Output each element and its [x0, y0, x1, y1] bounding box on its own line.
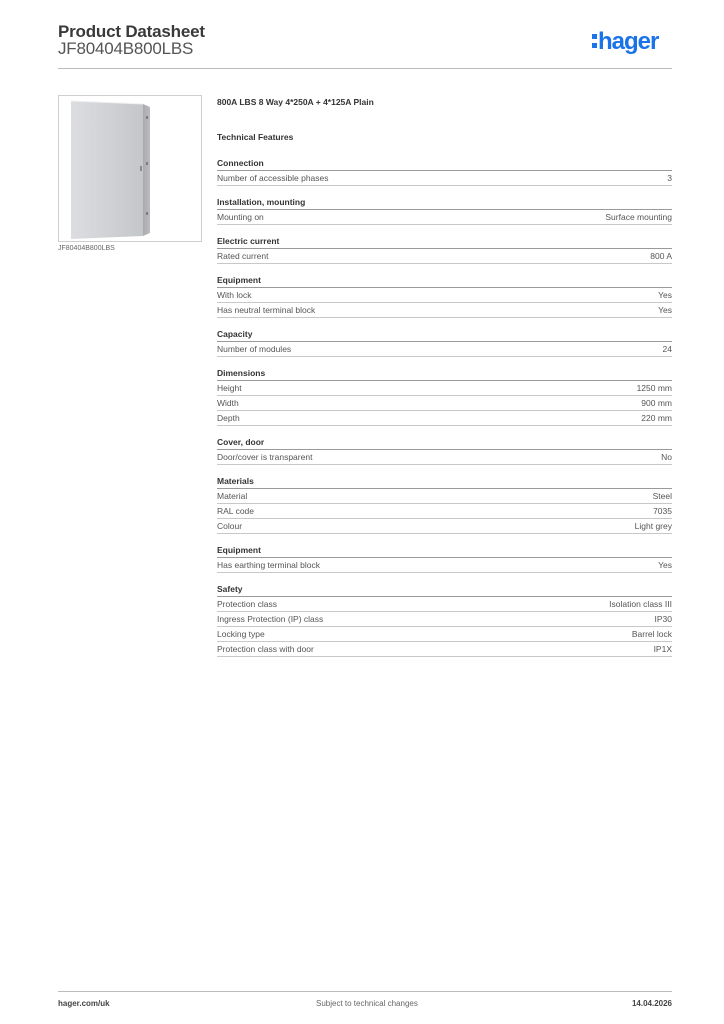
logo-colon-mark: [592, 34, 597, 48]
footer-divider: [58, 991, 672, 992]
spec-value: 3: [667, 173, 672, 183]
spec-value: 24: [662, 344, 672, 354]
spec-label: Protection class with door: [217, 644, 314, 654]
spec-row: [217, 171, 672, 186]
section-title: Equipment: [217, 274, 672, 288]
feature-section: [217, 367, 672, 426]
spec-label: Protection class: [217, 599, 277, 609]
spec-row: [217, 288, 672, 303]
spec-label: Ingress Protection (IP) class: [217, 614, 324, 624]
section-title: Installation, mounting: [217, 196, 672, 210]
feature-sections: [217, 157, 672, 657]
page-title: Product Datasheet: [58, 22, 205, 41]
spec-value: Light grey: [634, 521, 672, 531]
spec-row: [217, 504, 672, 519]
spec-label: Has earthing terminal block: [217, 560, 320, 570]
spec-label: Height: [217, 383, 242, 393]
spec-value: Yes: [658, 290, 672, 300]
spec-row: [217, 342, 672, 357]
section-title: Capacity: [217, 328, 672, 342]
image-caption: JF80404B800LBS: [58, 245, 115, 252]
spec-label: With lock: [217, 290, 252, 300]
spec-value: Yes: [658, 560, 672, 570]
product-image: [58, 95, 202, 242]
spec-label: Number of accessible phases: [217, 173, 329, 183]
section-title: Equipment: [217, 544, 672, 558]
feature-section: [217, 436, 672, 465]
hager-logo: [592, 28, 658, 56]
feature-section: [217, 196, 672, 225]
spec-label: Number of modules: [217, 344, 292, 354]
spec-value: 7035: [653, 506, 672, 516]
spec-row: [217, 612, 672, 627]
spec-label: Material: [217, 491, 248, 501]
spec-value: IP30: [654, 614, 672, 624]
spec-label: Width: [217, 398, 239, 408]
spec-value: 220 mm: [641, 413, 672, 423]
spec-value: Barrel lock: [631, 629, 672, 639]
footer-date: 14.04.2026: [631, 999, 672, 1008]
spec-value: 1250 mm: [636, 383, 672, 393]
spec-value: Surface mounting: [605, 212, 672, 222]
spec-row: [217, 627, 672, 642]
feature-section: [217, 157, 672, 186]
feature-section: [217, 475, 672, 534]
spec-label: Locking type: [217, 629, 265, 639]
spec-label: Colour: [217, 521, 243, 531]
spec-row: [217, 597, 672, 612]
spec-row: [217, 249, 672, 264]
spec-label: RAL code: [217, 506, 255, 516]
spec-row: [217, 303, 672, 318]
product-code: JF80404B800LBS: [58, 39, 194, 58]
header-divider: [58, 68, 672, 69]
spec-label: Door/cover is transparent: [217, 452, 313, 462]
datasheet-content: [217, 96, 672, 657]
section-title: Electric current: [217, 235, 672, 249]
feature-section: [217, 583, 672, 657]
footer-notice: Subject to technical changes: [316, 999, 418, 1008]
spec-value: IP1X: [653, 644, 672, 654]
product-description: 800A LBS 8 Way 4*250A + 4*125A Plain: [217, 97, 374, 107]
spec-value: Yes: [658, 305, 672, 315]
spec-label: Mounting on: [217, 212, 264, 222]
spec-row: [217, 558, 672, 573]
feature-section: [217, 328, 672, 357]
feature-section: [217, 274, 672, 318]
spec-row: [217, 396, 672, 411]
spec-row: [217, 642, 672, 657]
spec-value: No: [661, 452, 672, 462]
spec-value: 800 A: [650, 251, 672, 261]
section-title: Dimensions: [217, 367, 672, 381]
section-title: Cover, door: [217, 436, 672, 450]
logo-wordmark: hager: [598, 28, 659, 55]
spec-value: 900 mm: [641, 398, 672, 408]
spec-value: Steel: [652, 491, 672, 501]
feature-section: [217, 235, 672, 264]
spec-label: Rated current: [217, 251, 269, 261]
spec-row: [217, 381, 672, 396]
section-title: Safety: [217, 583, 672, 597]
spec-row: [217, 411, 672, 426]
technical-features-heading: Technical Features: [217, 132, 294, 142]
feature-section: [217, 544, 672, 573]
spec-row: [217, 450, 672, 465]
spec-row: [217, 489, 672, 504]
spec-row: [217, 210, 672, 225]
section-title: Materials: [217, 475, 672, 489]
footer-website: hager.com/uk: [58, 999, 110, 1008]
enclosure-illustration: [59, 96, 201, 241]
spec-label: Has neutral terminal block: [217, 305, 316, 315]
spec-row: [217, 519, 672, 534]
spec-value: Isolation class III: [609, 599, 672, 609]
section-title: Connection: [217, 157, 672, 171]
spec-label: Depth: [217, 413, 240, 423]
